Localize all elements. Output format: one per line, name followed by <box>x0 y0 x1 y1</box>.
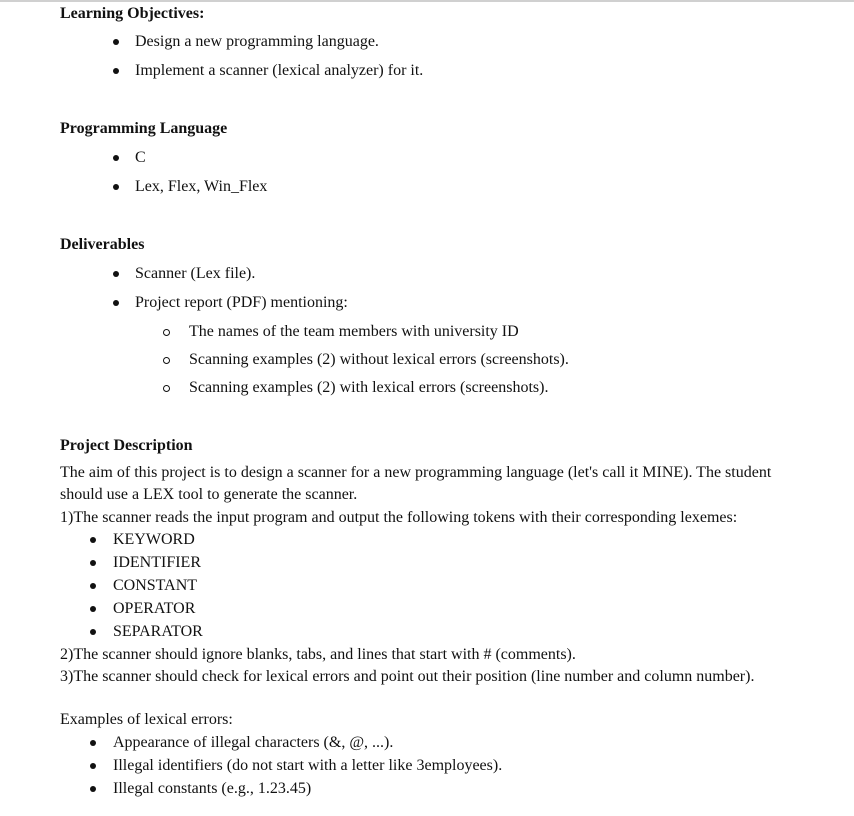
project-description-heading: Project Description <box>60 437 193 454</box>
step-1: 1)The scanner reads the input program and output the following tokens with their corresponding lexemes: <box>60 509 738 526</box>
list-item: Implement a scanner (lexical analyzer) for it. <box>135 62 424 79</box>
sub-bullet <box>163 357 170 364</box>
deliverables-heading: Deliverables <box>60 236 145 253</box>
bullet <box>90 763 96 769</box>
list-item: Lex, Flex, Win_Flex <box>135 178 268 195</box>
sub-bullet <box>163 329 170 336</box>
bullet <box>113 68 119 74</box>
bullet <box>90 740 96 746</box>
examples-heading: Examples of lexical errors: <box>60 711 233 728</box>
paragraph-line: The aim of this project is to design a scanner for a new programming language (let's call it MINE). The student <box>60 464 772 481</box>
bullet <box>90 786 96 792</box>
bullet <box>90 560 96 566</box>
paragraph-line: should use a LEX tool to generate the scanner. <box>60 486 358 503</box>
token-item: CONSTANT <box>113 577 198 594</box>
bullet <box>90 629 96 635</box>
step-2: 2)The scanner should ignore blanks, tabs, and lines that start with # (comments). <box>60 646 576 663</box>
bullet <box>90 606 96 612</box>
example-item: Illegal identifiers (do not start with a letter like 3employees). <box>113 757 503 774</box>
sub-bullet <box>163 385 170 392</box>
example-item: Appearance of illegal characters (&, @, ...). <box>113 734 394 751</box>
bullet <box>113 39 119 45</box>
example-item: Illegal constants (e.g., 1.23.45) <box>113 780 312 797</box>
list-item: Project report (PDF) mentioning: <box>135 294 348 311</box>
list-item: C <box>135 149 146 166</box>
token-item: IDENTIFIER <box>113 554 201 571</box>
sub-list-item: Scanning examples (2) without lexical errors (screenshots). <box>189 351 569 368</box>
token-item: KEYWORD <box>113 531 195 548</box>
bullet <box>90 583 96 589</box>
learning-objectives-heading: Learning Objectives: <box>60 5 205 22</box>
list-item: Design a new programming language. <box>135 33 379 50</box>
list-item: Scanner (Lex file). <box>135 265 256 282</box>
bullet <box>113 155 119 161</box>
sub-list-item: The names of the team members with university ID <box>189 323 519 340</box>
programming-language-heading: Programming Language <box>60 120 228 137</box>
token-item: SEPARATOR <box>113 623 203 640</box>
step-3: 3)The scanner should check for lexical errors and point out their position (line number and column number). <box>60 668 755 685</box>
bullet <box>113 184 119 190</box>
sub-list-item: Scanning examples (2) with lexical errors (screenshots). <box>189 379 549 396</box>
bullet <box>113 300 119 306</box>
token-item: OPERATOR <box>113 600 196 617</box>
bullet <box>90 537 96 543</box>
bullet <box>113 271 119 277</box>
